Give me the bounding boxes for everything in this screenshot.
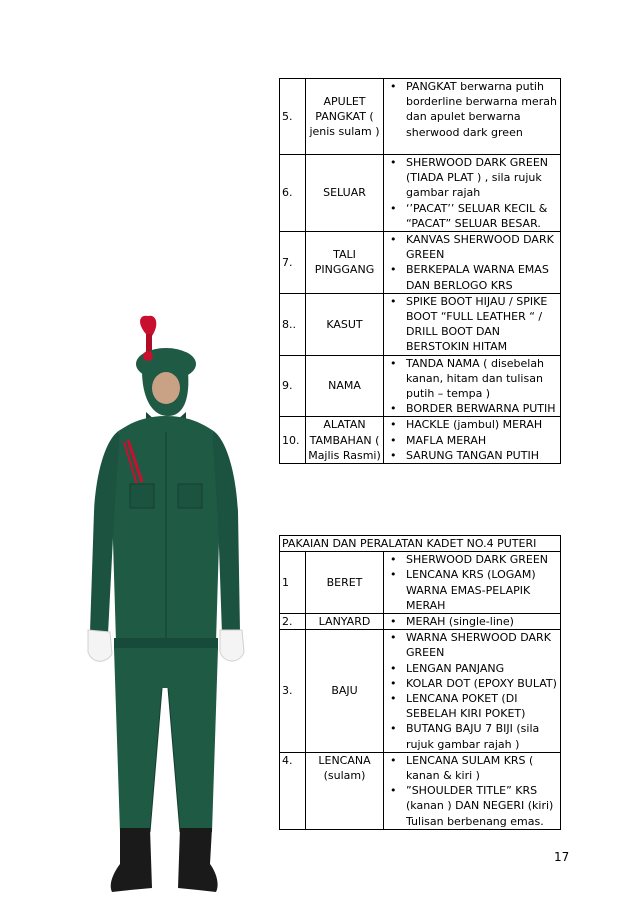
item-description xyxy=(384,417,561,464)
description-bullet: • SARUNG TANGAN PUTIH xyxy=(386,448,558,463)
item-name: ALATAN TAMBAHAN ( Majlis Rasmi) xyxy=(306,417,384,464)
page-number: 17 xyxy=(554,850,570,864)
table-caption: PAKAIAN DAN PERALATAN KADET NO.4 PUTERI xyxy=(280,536,561,552)
description-bullet: • KOLAR DOT (EPOXY BULAT) xyxy=(386,676,558,691)
description-bullet: • SHERWOOD DARK GREEN xyxy=(386,552,558,567)
description-bullet: • MERAH (single-line) xyxy=(386,614,558,629)
cadet-uniform-photo xyxy=(80,312,250,900)
item-description xyxy=(384,293,561,355)
item-name: SELUAR xyxy=(306,155,384,232)
description-bullet: • TANDA NAMA ( disebelah kanan, hitam dan tulisan putih – tempa ) xyxy=(386,356,558,402)
item-description xyxy=(384,614,561,630)
item-description xyxy=(384,355,561,417)
item-name: TALI PINGGANG xyxy=(306,232,384,294)
item-description xyxy=(384,155,561,232)
row-number: 1 xyxy=(280,552,306,614)
table-row xyxy=(280,79,561,155)
description-bullet: • LENCANA POKET (DI SEBELAH KIRI POKET) xyxy=(386,691,558,721)
row-number: 9. xyxy=(280,355,306,417)
item-description xyxy=(384,752,561,829)
item-name: LANYARD xyxy=(306,614,384,630)
table-caption-row xyxy=(280,536,561,552)
description-bullet: • SPIKE BOOT HIJAU / SPIKE BOOT “FULL LEATHER “ / DRILL BOOT DAN BERSTOKIN HITAM xyxy=(386,294,558,355)
uniform-items-table-no4 xyxy=(279,535,561,830)
table-row xyxy=(280,630,561,753)
table-row xyxy=(280,293,561,355)
description-bullet: • LENCANA KRS (LOGAM) WARNA EMAS-PELAPIK MERAH xyxy=(386,567,558,613)
description-bullet: • BUTANG BAJU 7 BIJI (sila rujuk gambar rajah ) xyxy=(386,721,558,751)
description-bullet: • PANGKAT berwarna putih borderline berwarna merah dan apulet berwarna sherwood dark green xyxy=(386,79,558,140)
table-row xyxy=(280,232,561,294)
table-row xyxy=(280,155,561,232)
item-name: LENCANA (sulam) xyxy=(306,752,384,829)
table-row xyxy=(280,552,561,614)
row-number: 7. xyxy=(280,232,306,294)
item-description xyxy=(384,630,561,753)
description-bullet: • BORDER BERWARNA PUTIH xyxy=(386,401,558,416)
description-bullet: • MAFLA MERAH xyxy=(386,433,558,448)
item-description xyxy=(384,552,561,614)
description-bullet: • ”SHOULDER TITLE” KRS (kanan ) DAN NEGERI (kiri) Tulisan berbenang emas. xyxy=(386,783,558,829)
item-name: APULET PANGKAT ( jenis sulam ) xyxy=(306,79,384,155)
row-number: 6. xyxy=(280,155,306,232)
row-number: 5. xyxy=(280,79,306,155)
uniform-items-table-top xyxy=(279,78,561,464)
description-bullet: • BERKEPALA WARNA EMAS DAN BERLOGO KRS xyxy=(386,262,558,292)
table-row xyxy=(280,614,561,630)
item-name: NAMA xyxy=(306,355,384,417)
row-number: 4. xyxy=(280,752,306,829)
item-description xyxy=(384,79,561,155)
description-bullet: • ‘’PACAT’’ SELUAR KECIL & “PACAT” SELUAR BESAR. xyxy=(386,201,558,231)
row-number: 2. xyxy=(280,614,306,630)
description-bullet: • HACKLE (jambul) MERAH xyxy=(386,417,558,432)
item-name: BERET xyxy=(306,552,384,614)
description-bullet: • WARNA SHERWOOD DARK GREEN xyxy=(386,630,558,660)
description-bullet: • KANVAS SHERWOOD DARK GREEN xyxy=(386,232,558,262)
table-row xyxy=(280,752,561,829)
table-row xyxy=(280,355,561,417)
row-number: 3. xyxy=(280,630,306,753)
row-number: 8.. xyxy=(280,293,306,355)
description-bullet: • LENCANA SULAM KRS ( kanan & kiri ) xyxy=(386,753,558,783)
item-name: BAJU xyxy=(306,630,384,753)
description-bullet: • LENGAN PANJANG xyxy=(386,661,558,676)
item-description xyxy=(384,232,561,294)
description-bullet: • SHERWOOD DARK GREEN (TIADA PLAT ) , sila rujuk gambar rajah xyxy=(386,155,558,201)
table-row xyxy=(280,417,561,464)
row-number: 10. xyxy=(280,417,306,464)
item-name: KASUT xyxy=(306,293,384,355)
